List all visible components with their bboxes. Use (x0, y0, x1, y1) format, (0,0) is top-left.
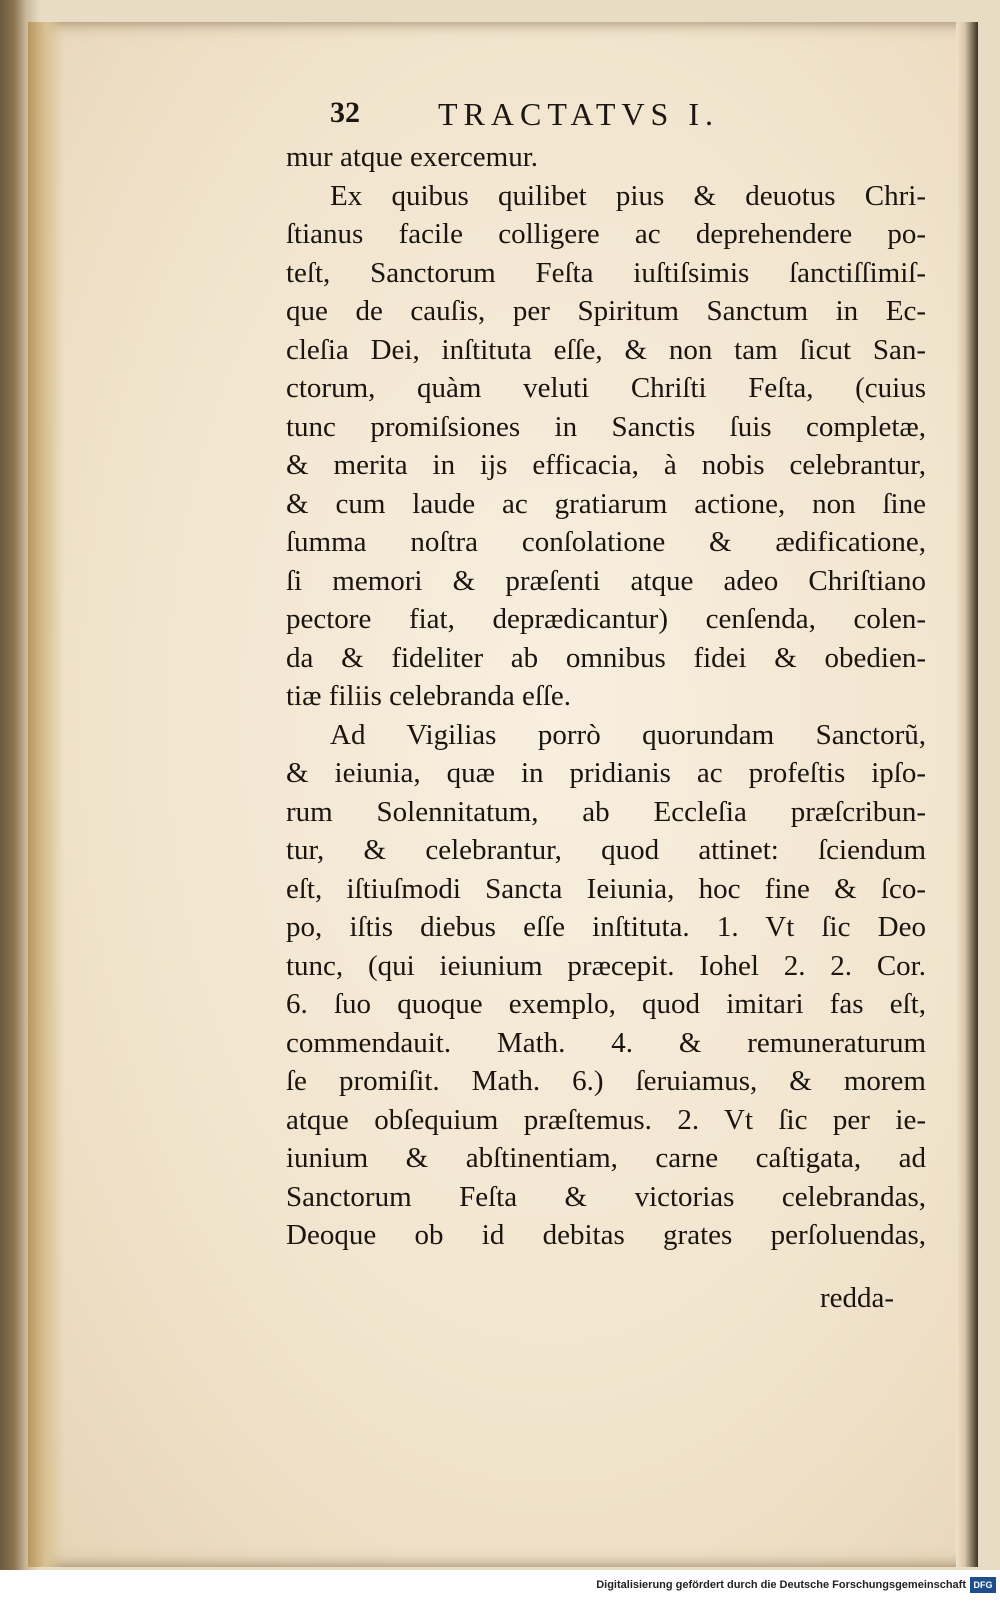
text-line: & ieiunia, quæ in pridianis ac profeſtis ipſo- (286, 757, 926, 789)
text-line: commendauit. Math. 4. & remuneraturum (286, 1026, 926, 1059)
dfg-logo-icon: DFG (970, 1577, 996, 1593)
text-line: ctorum, quàm veluti Chriſti Feſta, (cuius (286, 372, 926, 404)
text-line: tur, & celebrantur, quod attinet: ſciendum (286, 834, 926, 866)
text-line: & merita in ijs efficacia, à nobis celebrantur, (286, 449, 926, 481)
running-header (290, 96, 830, 140)
text-line: Sanctorum Feſta & victorias celebrandas, (286, 1180, 926, 1213)
text-line: ſi memori & præſenti atque adeo Chriſtiano (286, 564, 926, 597)
text-line: cleſia Dei, inſtituta eſſe, & non tam ſicut San- (286, 333, 926, 366)
page-gutter (28, 22, 64, 1567)
text-line: iunium & abſtinentiam, carne caſtigata, ad (286, 1142, 926, 1174)
page-number: 32 (330, 96, 360, 129)
text-line: rum Solennitatum, ab Eccleſia præſcribun- (286, 795, 926, 828)
text-line: 6. ſuo quoque exemplo, quod imitari fas eſt, (286, 988, 926, 1020)
text-line: ſtianus facile colligere ac deprehendere po- (286, 218, 926, 250)
text-line: pectore fiat, deprædicantur) cenſenda, colen- (286, 603, 926, 635)
text-line: mur atque exercemur. (286, 141, 539, 173)
text-line: Ex quibus quilibet pius & deuotus Chri- (330, 179, 926, 212)
catchword: redda- (820, 1282, 895, 1314)
text-line: tiæ filiis celebranda eſſe. (286, 680, 572, 712)
text-line: ſumma noſtra conſolatione & ædificatione, (286, 526, 926, 558)
funding-credit: Digitalisierung gefördert durch die Deutsche Forschungsgemeinschaft (596, 1579, 966, 1591)
footer-bar (0, 1570, 1000, 1606)
text-line: tunc promiſsiones in Sanctis ſuis completæ, (286, 410, 926, 443)
text-line: que de cauſis, per Spiritum Sanctum in Ec- (286, 295, 926, 327)
text-line: da & fideliter ab omnibus fidei & obedien- (286, 641, 926, 674)
page-edge (956, 22, 978, 1567)
text-line: Deoque ob id debitas grates perſoluendas, (286, 1219, 926, 1251)
text-line: tunc, (qui ieiunium præcepit. Iohel 2. 2. Cor. (286, 949, 926, 982)
running-title: TRACTATVS I. (438, 96, 719, 132)
text-line: po, iſtis diebus eſſe inſtituta. 1. Vt ſic Deo (286, 911, 926, 943)
text-line: eſt, iſtiuſmodi Sancta Ieiunia, hoc fine & ſco- (286, 872, 926, 905)
body-text (286, 138, 926, 1255)
text-line: Ad Vigilias porrò quorundam Sanctorũ, (330, 718, 926, 751)
text-line: teſt, Sanctorum Feſta iuſtiſsimis ſanctiſſimiſ- (286, 256, 926, 289)
text-line: atque obſequium præſtemus. 2. Vt ſic per ie- (286, 1103, 926, 1136)
text-line: ſe promiſit. Math. 6.) ſeruiamus, & morem (286, 1065, 926, 1097)
text-line: & cum laude ac gratiarum actione, non ſine (286, 487, 926, 520)
